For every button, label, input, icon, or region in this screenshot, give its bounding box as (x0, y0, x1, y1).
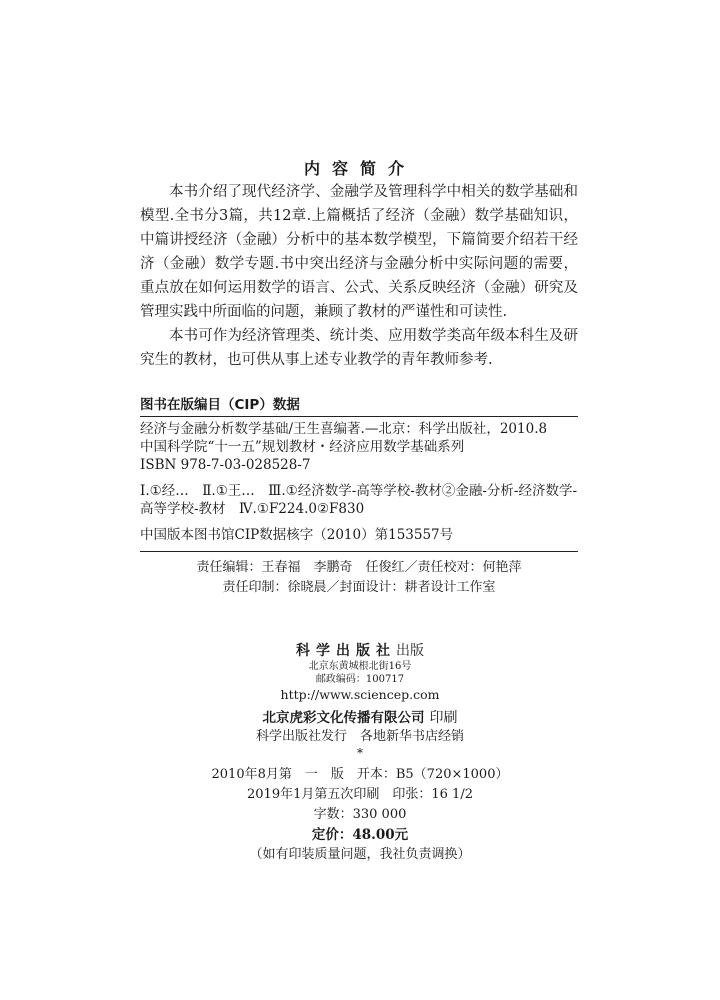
credits-line-1: 责任编辑：王春福 李鹏奇 任俊红／责任校对：何艳萍 (196, 560, 522, 575)
cip-line-1: 经济与金融分析数学基础/王生喜编著.—北京：科学出版社，2010.8 (140, 421, 548, 437)
cip-heading: 图书在版编目（CIP）数据 (140, 397, 300, 413)
quality-notice: （如有印装质量问题，我社负责调换） (249, 847, 471, 862)
cip-classification-text: Ⅰ.①经… Ⅱ.①王… Ⅲ.①经济数学-高等学校-教材②金融-分析-经济数学-高等学校-教材 Ⅳ.①F224.0②F830 (140, 483, 578, 517)
edition-line-1: 2010年8月第 一 版 开本：B5（720×1000） (211, 767, 509, 782)
word-count: 字数：330 000 (313, 807, 407, 822)
separator-star: * (357, 746, 363, 760)
publisher-postcode: 邮政编码：100717 (315, 674, 405, 685)
intro-paragraph-1: 本书介绍了现代经济学、金融学及管理科学中相关的数学基础和模型.全书分3篇，共12章.上篇概括了经济（金融）数学基础知识，中篇讲授经济（金融）分析中的基本数学模型，下篇简要介绍若干经济（金融）数学专题.书中突出经济与金融分析中实际问题的需要，重点放在如何运用数学的语言、公式、关系反映经济（金融）研究及管理实践中所面临的问题，兼顾了教材的严谨性和可读性. (140, 184, 578, 320)
cip-classification (140, 482, 578, 518)
credits-line-2: 责任印制：徐晓晨／封面设计：耕者设计工作室 (222, 580, 496, 595)
cip-bottom-rule (140, 551, 578, 552)
publisher-url: http://www.sciencep.com (280, 687, 440, 702)
edition-block (0, 765, 720, 865)
printer-suffix: 印刷 (429, 710, 458, 726)
cip-line-2: 中国科学院“十一五”规划教材・经济应用数学基础系列 (140, 439, 465, 455)
publisher-suffix: 出版 (396, 643, 424, 659)
publisher-block (0, 640, 720, 704)
cip-record-text: 中国版本图书馆CIP数据核字（2010）第153557号 (140, 527, 454, 543)
cip-record (140, 526, 578, 544)
cip-top-rule (140, 416, 578, 417)
publisher-address: 北京东黄城根北街16号 (308, 661, 412, 672)
distribution: 科学出版社发行 各地新华书店经销 (255, 729, 464, 744)
intro-section (140, 180, 578, 372)
intro-paragraph-2: 本书可作为经济管理类、统计类、应用数学类高年级本科生及研究生的教材，也可供从事上述专业教学的青年教师参考. (140, 328, 578, 368)
printer-name: 北京虎彩文化传播有限公司 (262, 710, 425, 726)
page-title: 内容简介 (303, 159, 416, 178)
cip-line-3: ISBN 978-7-03-028528-7 (140, 457, 311, 473)
printer-block (0, 706, 720, 727)
publisher-line (0, 640, 720, 660)
publisher-name: 科学出版社 (296, 643, 396, 659)
price: 定价：48.00元 (311, 827, 409, 843)
credits (140, 558, 578, 598)
edition-line-2: 2019年1月第五次印刷 印张：16 1/2 (247, 787, 473, 802)
cip-bibliographic (140, 420, 578, 474)
